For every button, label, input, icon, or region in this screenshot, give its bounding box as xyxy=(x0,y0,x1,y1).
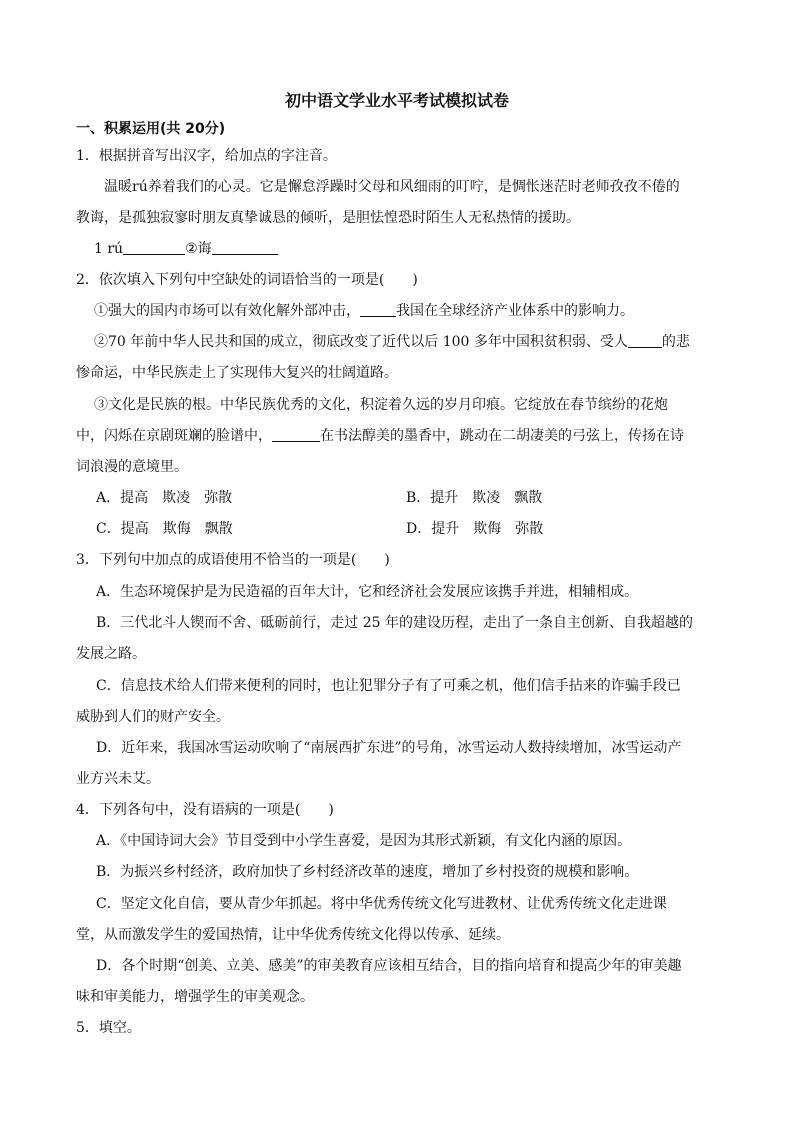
sentence-text: 的悲 xyxy=(661,334,690,350)
sentence-text: ①强大的国内市场可以有效化解外部冲击， xyxy=(94,303,360,319)
option-d-cont: 业方兴未艾。 xyxy=(76,771,160,787)
question-1-answer-row xyxy=(94,239,278,259)
answer-blank[interactable] xyxy=(123,239,185,255)
answer-1-label: 1 rú xyxy=(94,241,124,257)
question-2-sentence-1 xyxy=(94,301,634,321)
sentence-text: 中，闪烁在京剧斑斓的脸谱中， xyxy=(76,428,272,444)
answer-blank[interactable] xyxy=(212,239,278,255)
option-d[interactable]: D．各个时期“创美、立美、感美”的审美教育应该相互结合，目的指向培育和提高少年的审美趣 xyxy=(96,958,682,974)
question-4-stem: 4．下列各句中，没有语病的一项是( ) xyxy=(76,802,334,818)
question-1-stem: 1．根据拼音写出汉字，给加点的字注音。 xyxy=(76,148,337,164)
question-2-sentence-3-end: 词浪漫的意境里。 xyxy=(76,459,188,475)
question-3-stem: 3．下列句中加点的成语使用不恰当的一项是( ) xyxy=(76,552,390,568)
question-2-sentence-3-cont xyxy=(76,426,684,446)
sentence-text: ②70 年前中华人民共和国的成立，彻底改变了近代以后 100 多年中国积贫积弱、受人 xyxy=(94,334,628,350)
question-2-stem: 2．依次填入下列句中空缺处的词语恰当的一项是( ) xyxy=(76,272,418,288)
section-heading: 一、积累运用(共 20分) xyxy=(76,121,226,137)
question-1-passage-line: 温暖rú养着我们的心灵。它是懈怠浮躁时父母和风细雨的叮咛，是惆怅迷茫时老师孜孜不倦的 xyxy=(104,179,680,195)
page-title: 初中语文学业水平考试模拟试卷 xyxy=(284,91,509,110)
option-b-cont: 发展之路。 xyxy=(76,646,146,662)
question-2-sentence-2 xyxy=(94,332,690,352)
option-d[interactable]: D．提升 欺侮 弥散 xyxy=(406,521,544,537)
question-2-sentence-3: ③文化是民族的根。中华民族优秀的文化，积淀着久远的岁月印痕。它绽放在春节缤纷的花炮 xyxy=(94,397,668,413)
question-2-sentence-2-cont: 惨命运，中华民族走上了实现伟大复兴的壮阔道路。 xyxy=(76,365,398,381)
question-5-stem: 5．填空。 xyxy=(76,1020,141,1036)
option-a[interactable]: A．《中国诗词大会》节目受到中小学生喜爱，是因为其形式新颖，有文化内涵的原因。 xyxy=(96,833,632,849)
fill-blank[interactable] xyxy=(360,301,396,317)
answer-2-label: ②诲 xyxy=(185,241,212,257)
option-b[interactable]: B．为振兴乡村经济，政府加快了乡村经济改革的速度，增加了乡村投资的规模和影响。 xyxy=(96,864,639,880)
option-d-cont: 味和审美能力，增强学生的审美观念。 xyxy=(76,989,314,1005)
fill-blank[interactable] xyxy=(628,332,662,348)
option-a[interactable]: A．提高 欺凌 弥散 xyxy=(96,490,233,506)
option-c[interactable]: C．信息技术给人们带来便利的同时，也让犯罪分子有了可乘之机，他们信手拈来的诈骗手段已 xyxy=(96,678,681,694)
option-c-cont: 堂，从而激发学生的爱国热情，让中华优秀传统文化得以传承、延续。 xyxy=(76,927,510,943)
option-d[interactable]: D．近年来，我国冰雪运动吹响了“南展西扩东进”的号角，冰雪运动人数持续增加，冰雪运动产 xyxy=(96,740,682,756)
option-c[interactable]: C．提高 欺侮 飘散 xyxy=(96,521,233,537)
question-1-passage-line: 教诲，是孤独寂寥时朋友真挚诚恳的倾听，是胆怯惶恐时陌生人无私热情的援助。 xyxy=(76,210,580,226)
option-b[interactable]: B．三代北斗人锲而不舍、砥砺前行，走过 25 年的建设历程，走出了一条自主创新、自我超越的 xyxy=(96,615,694,631)
option-c-cont: 威胁到人们的财产安全。 xyxy=(76,709,230,725)
sentence-text: 在书法醇美的墨香中，跳动在二胡凄美的弓弦上，传扬在诗 xyxy=(320,428,684,444)
fill-blank[interactable] xyxy=(272,426,320,442)
option-c[interactable]: C．坚定文化自信，要从青少年抓起。将中华优秀传统文化写进教材、让优秀传统文化走进课 xyxy=(96,896,667,912)
option-a[interactable]: A．生态环境保护是为民造福的百年大计，它和经济社会发展应该携手并进，相辅相成。 xyxy=(96,584,639,600)
option-b[interactable]: B．提升 欺凌 飘散 xyxy=(406,490,543,506)
sentence-text: 我国在全球经济产业体系中的影响力。 xyxy=(396,303,634,319)
